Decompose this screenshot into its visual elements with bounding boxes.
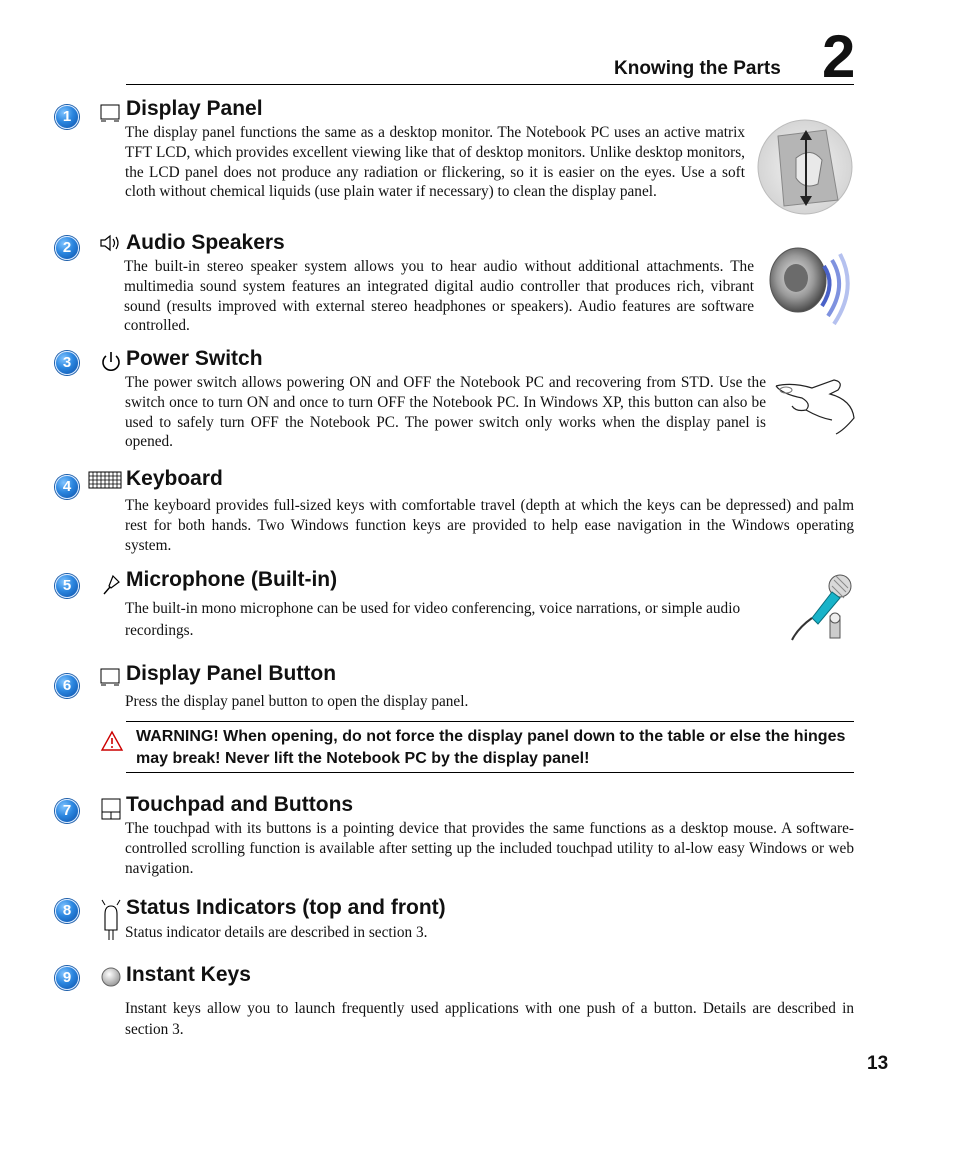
section-badge-1: 1 [55, 105, 79, 129]
section-title-status-indicators: Status Indicators (top and front) [126, 896, 446, 919]
header-divider [126, 84, 854, 85]
section-body-microphone: The built-in mono microphone can be used for video conferencing, voice narrations, or simple audio recordings. [125, 600, 741, 639]
section-badge-3: 3 [55, 351, 79, 375]
speaker-illustration [766, 244, 854, 328]
section-body-power-switch: The power switch allows powering ON and OFF the Notebook PC and recovering from STD. Use the switch once to turn ON and once to turn OFF the Notebook PC. In Windows XP, this button can also be used to safely turn OFF the Notebook PC. The power switch only works when the display panel is opened. [125, 374, 766, 451]
section-title-touchpad: Touchpad and Buttons [126, 793, 354, 816]
warning-box [126, 721, 854, 773]
section-badge-2: 2 [55, 236, 79, 260]
section-title-audio-speakers: Audio Speakers [126, 231, 285, 254]
section-body-audio-speakers: The built-in stereo speaker system allows you to hear audio without additional attachments. The multimedia sound system features an integrated digital audio controller that produces rich, vibrant sound (results improved with external stereo headphones or speakers). Audio features are software controlled. [124, 258, 754, 335]
section-badge-9: 9 [55, 966, 79, 990]
section-title-display-panel: Display Panel [126, 97, 263, 120]
section-badge-5: 5 [55, 574, 79, 598]
page-number: 13 [867, 1053, 889, 1074]
display-panel-icon [100, 668, 120, 686]
section-body-status-indicators: Status indicator details are described in section 3. [125, 924, 428, 941]
section-title-instant-keys: Instant Keys [126, 963, 251, 986]
microphone-illustration [788, 572, 854, 642]
microphone-icon [101, 572, 123, 596]
section-body-instant-keys: Instant keys allow you to launch frequently used applications with one push of a button. Details are described in section 3. [125, 1000, 854, 1038]
display-panel-icon [100, 104, 120, 122]
status-indicator-icon [100, 898, 122, 942]
chapter-title: Knowing the Parts [614, 58, 781, 79]
section-badge-7: 7 [55, 799, 79, 823]
section-body-display-panel: The display panel functions the same as a desktop monitor. The Notebook PC uses an active matrix TFT LCD, which provides excellent viewing like that of desktop monitors. Unlike desktop monitors, the LCD panel does not produce any radiation or flickering, so it is easier on the eyes. Use a soft cloth without chemical liquids (use plain water if necessary) to clean the display panel. [125, 124, 745, 201]
hand-pressing-illustration [772, 378, 856, 436]
section-title-power-switch: Power Switch [126, 347, 263, 370]
speaker-icon [99, 234, 121, 252]
warning-text: WARNING! When opening, do not force the display panel down to the table or else the hinges may break! Never lift the Notebook PC by the display panel! [136, 728, 846, 767]
section-badge-6: 6 [55, 674, 79, 698]
section-badge-8: 8 [55, 899, 79, 923]
section-badge-4: 4 [55, 475, 79, 499]
power-icon [100, 350, 122, 374]
keyboard-icon [88, 471, 122, 489]
section-body-display-panel-button: Press the display panel button to open the display panel. [125, 693, 469, 710]
display-panel-illustration [756, 118, 854, 216]
chapter-number: 2 [822, 23, 856, 90]
section-title-keyboard: Keyboard [126, 467, 223, 490]
section-body-touchpad: The touchpad with its buttons is a pointing device that provides the same functions as a desktop mouse. A software-controlled scrolling function is available after setting up the included touchpad utility to al-low easy Windows or web navigation. [125, 820, 854, 877]
warning-icon [100, 730, 124, 752]
instant-key-icon [100, 966, 122, 988]
section-title-display-panel-button: Display Panel Button [126, 662, 337, 685]
touchpad-icon [100, 797, 122, 821]
section-body-keyboard: The keyboard provides full-sized keys with comfortable travel (depth at which the keys can be depressed) and palm rest for both hands. Two Windows function keys are provided to help ease navigation in the Windows operating system. [125, 497, 854, 554]
section-title-microphone: Microphone (Built-in) [126, 568, 338, 591]
